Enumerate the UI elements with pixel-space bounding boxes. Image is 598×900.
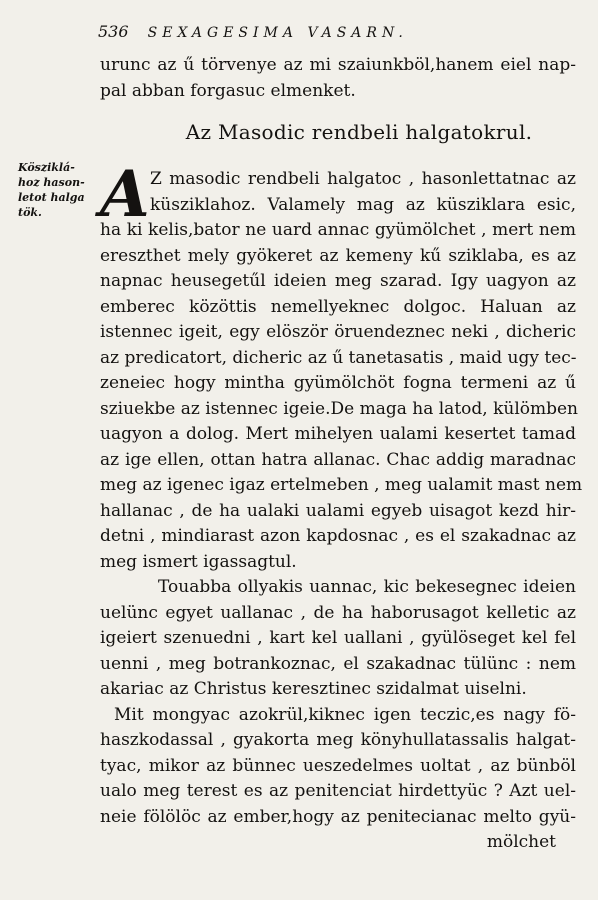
page-number: 536: [98, 22, 129, 41]
intro-text: [100, 53, 576, 104]
text-line: az predicatort, dicheric az ű tanetasatis , maid ugy tec-: [100, 347, 577, 368]
page-header: [98, 22, 578, 41]
text-line: küsziklahoz. Valamely mag az küsziklara esic,: [150, 194, 576, 215]
text-line: hallanac , de ha ualaki ualami egyeb uisagot kezd hir-: [100, 500, 576, 521]
margin-note-line: letot halga: [18, 191, 85, 204]
margin-note-line: hoz hason-: [18, 176, 85, 189]
text-line: ha ki kelis,bator ne uard annac gyümölchet , mert nem: [100, 220, 576, 240]
section-heading-text: Az Masodic rendbeli halgatokrul.: [185, 120, 533, 144]
text-line: uelünc egyet uallanac , de ha haborusagot kelletic az: [100, 602, 576, 623]
text-line: uagyon a dolog. Mert mihelyen ualami kesertet tamad: [100, 424, 576, 444]
section-heading: [0, 120, 598, 144]
text-line: meg ismert igassagtul.: [100, 551, 297, 572]
margin-note-line: tök.: [18, 206, 42, 219]
text-line: akariac az Christus keresztinec szidalmat uiselni.: [100, 679, 527, 699]
text-line: meg az igenec igaz ertelmeben , meg ualamit mast nem: [100, 475, 583, 495]
text-line: zeneiec hogy mintha gyümölchöt fogna termeni az ű: [100, 373, 576, 393]
text-line: istennec igeit, egy elöször öruendeznec neki , dicheric: [100, 322, 576, 342]
text-line: uenni , meg botrankoznac, el szakadnac tülünc : nem: [100, 653, 576, 674]
text-line: ualo meg terest es az penitenciat hirdettyüc ? Azt uel-: [100, 781, 576, 801]
text-line: igeiert szenuedni , kart kel uallani , gyülöseget kel fel: [100, 628, 576, 648]
text-line: urunc az ű törvenye az mi szaiunkböl,hanem eiel nap-: [100, 55, 576, 75]
text-line: emberec közöttis nemellyeknec dolgoc. Haluan az: [100, 296, 576, 317]
text-line: sziuekbe az istennec igeie.De maga ha latod, külömben: [100, 398, 579, 419]
drop-cap: A: [100, 157, 150, 232]
main-text: [100, 157, 583, 856]
text-line: neie fölölöc az ember,hogy az penitecianac melto gyü-: [100, 806, 576, 827]
text-line: az ige ellen, ottan hatra allanac. Chac addig maradnac: [100, 449, 576, 470]
margin-note: [18, 160, 98, 220]
margin-note-line: Kösziklá-: [18, 161, 75, 174]
text-line: detni , mindiarast azon kapdosnac , es el szakadnac az: [100, 526, 576, 546]
text-line: Z masodic rendbeli halgatoc , hasonlettatnac az: [150, 169, 576, 189]
text-line: ereszthet mely gyökeret az kemeny kű sziklaba, es az: [100, 245, 576, 266]
text-line: tyac, mikor az bünnec ueszedelmes uoltat , az bünböl: [100, 755, 576, 776]
text-line: Mit mongyac azokrül,kiknec igen teczic,es nagy fö-: [114, 704, 576, 725]
text-line: pal abban forgasuc elmenket.: [100, 80, 356, 101]
text-line: haszkodassal , gyakorta meg könyhullatassalis halgat-: [100, 730, 576, 750]
text-line: Touabba ollyakis uannac, kic bekesegnec ideien: [158, 577, 576, 597]
running-title: SEXAGESIMA VASARN.: [147, 25, 408, 41]
text-line: napnac heusegetűl ideien meg szarad. Igy uagyon az: [100, 271, 576, 291]
catchword: mölchet: [486, 832, 556, 852]
